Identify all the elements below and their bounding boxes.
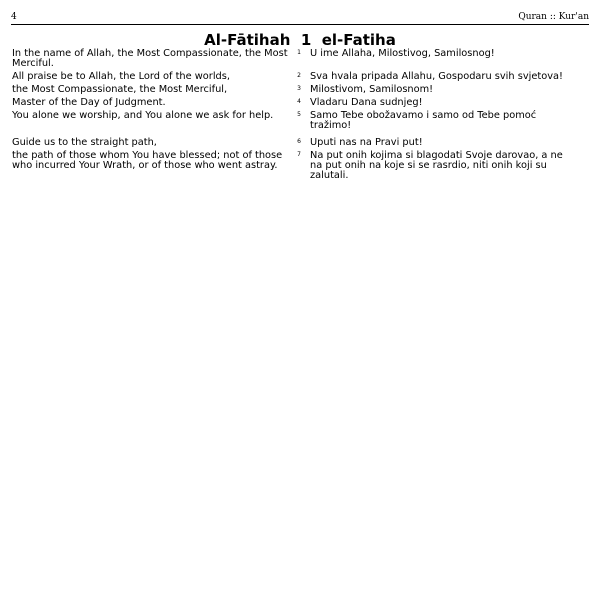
page-number: 4 bbox=[11, 12, 17, 22]
verse-english: You alone we worship, and You alone we ask for help. bbox=[12, 110, 274, 121]
page-header bbox=[11, 10, 589, 25]
verse-number: 7 bbox=[297, 151, 301, 158]
verse-english: All praise be to Allah, the Lord of the worlds, bbox=[12, 71, 230, 82]
verse-number: 4 bbox=[297, 98, 301, 105]
chapter-title: Al-Fātihah 1 el-Fatiha bbox=[204, 31, 396, 49]
running-title: Quran :: Kur'an bbox=[518, 12, 589, 22]
verse-row-4 bbox=[12, 98, 588, 108]
verse-number: 3 bbox=[297, 85, 301, 92]
verse-row-1 bbox=[12, 49, 588, 69]
verse-bosnian: Uputi nas na Pravi put! bbox=[310, 137, 423, 148]
verse-list bbox=[12, 49, 588, 184]
verse-bosnian: Sva hvala pripada Allahu, Gospodaru svih svjetova! bbox=[310, 71, 563, 82]
verse-number: 1 bbox=[297, 49, 301, 56]
verse-number: 6 bbox=[297, 138, 301, 145]
verse-bosnian: U ime Allaha, Milostivog, Samilosnog! bbox=[310, 48, 495, 59]
verse-english: the path of those whom You have blessed; not of those who incurred Your Wrath, or of those who went astray. bbox=[12, 150, 283, 171]
verse-number: 5 bbox=[297, 111, 301, 118]
verse-english: Guide us to the straight path, bbox=[12, 137, 157, 148]
verse-row-7 bbox=[12, 151, 588, 181]
verse-english: In the name of Allah, the Most Compassionate, the Most Merciful. bbox=[12, 48, 288, 69]
verse-row-3 bbox=[12, 85, 588, 95]
verse-row-5 bbox=[12, 111, 588, 131]
verse-english: the Most Compassionate, the Most Merciful, bbox=[12, 84, 228, 95]
verse-row-6 bbox=[12, 138, 588, 148]
verse-bosnian: Milostivom, Samilosnom! bbox=[310, 84, 434, 95]
verse-bosnian: Samo Tebe obožavamo i samo od Tebe pomoć tražimo! bbox=[310, 110, 537, 131]
verse-bosnian: Na put onih kojima si blagodati Svoje darovao, a ne na put onih na koje si se rasrdio, niti onih koji su zalutali. bbox=[310, 150, 563, 181]
verse-english: Master of the Day of Judgment. bbox=[12, 97, 166, 108]
verse-number: 2 bbox=[297, 72, 301, 79]
verse-bosnian: Vladaru Dana sudnjeg! bbox=[310, 97, 423, 108]
verse-row-2 bbox=[12, 72, 588, 82]
